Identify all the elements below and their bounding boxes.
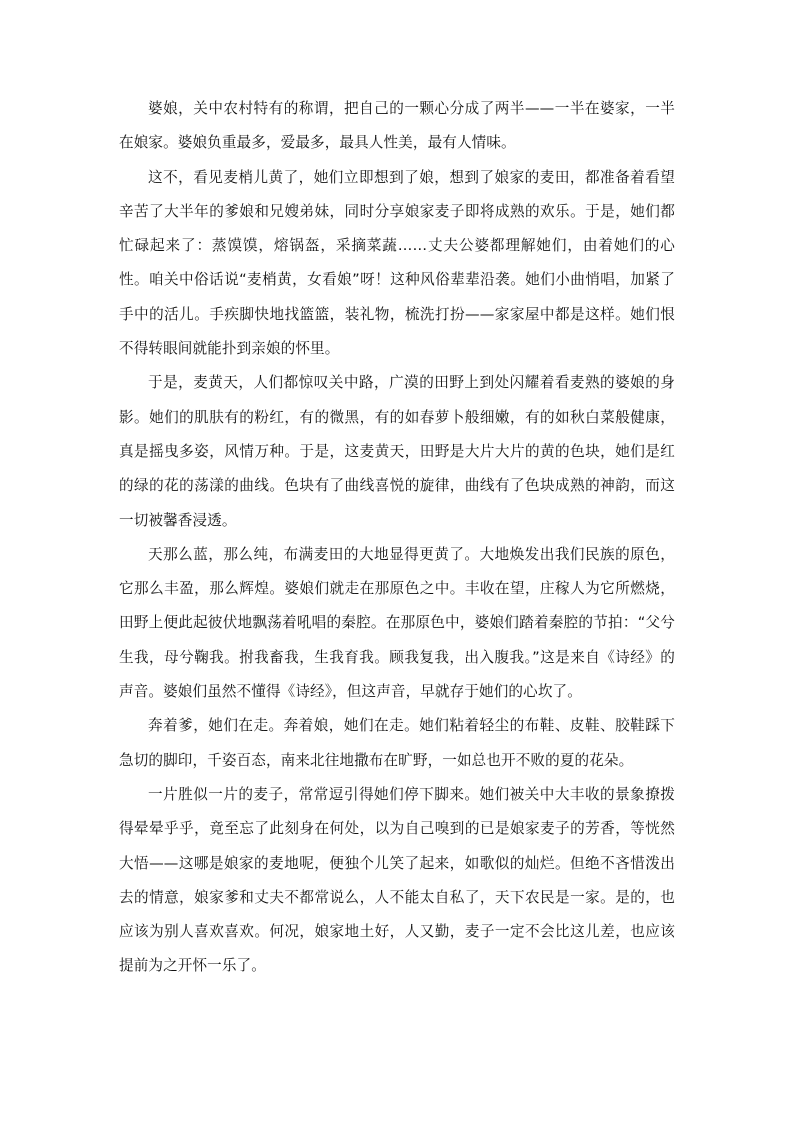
paragraph-4: 天那么蓝，那么纯，布满麦田的大地显得更黄了。大地焕发出我们民族的原色，它那么丰盈，那么辉煌。婆娘们就走在那原色之中。丰收在望，庄稼人为它所燃烧，田野上便此起彼伏地飘荡着吼唱的秦腔。在那原色中，婆娘们踏着秦腔的节拍：“父兮生我，母兮鞠我。拊我畜我，生我育我。顾我复我，出入腹我。”这是来自《诗经》的声音。婆娘们虽然不懂得《诗经》，但这声音，早就存于她们的心坎了。 — [119, 545, 675, 701]
paragraph-6: 一片胜似一片的麦子，常常逗引得她们停下脚来。她们被关中大丰收的景象撩拨得晕晕乎乎，竟至忘了此刻身在何处，以为自己嗅到的已是娘家麦子的芳香，等恍然大悟——这哪是娘家的麦地呢，便独个儿笑了起来，如歌似的灿烂。但绝不吝惜泼出去的情意，娘家爹和丈夫不都常说么，人不能太自私了，天下农民是一家。是的，也应该为别人喜欢喜欢。何况，娘家地土好，人又勤，麦子一定不会比这儿差，也应该提前为之开怀一乐了。 — [119, 785, 675, 975]
paragraph-3: 于是，麦黄天，人们都惊叹关中路，广漠的田野上到处闪耀着看麦熟的婆娘的身影。她们的肌肤有的粉红，有的微黑，有的如春萝卜般细嫩，有的如秋白菜般健康，真是摇曳多姿，风情万种。于是，这麦黄天，田野是大片大片的黄的色块，她们是红的绿的花的荡漾的曲线。色块有了曲线喜悦的旋律，曲线有了色块成熟的神韵，而这一切被馨香浸透。 — [119, 374, 675, 529]
document-body — [119, 92, 675, 984]
paragraph-2: 这不，看见麦梢儿黄了，她们立即想到了娘，想到了娘家的麦田，都准备着看望辛苦了大半年的爹娘和兄嫂弟妹，同时分享娘家麦子即将成熟的欢乐。于是，她们都忙碌起来了：蒸馍馍，熔锅盔，采摘菜蔬……丈夫公婆都理解她们，由着她们的心性。咱关中俗话说“麦梢黄，女看娘”呀！这种风俗辈辈沿袭。她们小曲悄唱，加紧了手中的活儿。手疾脚快地找篮篮，装礼物，梳洗打扮——家家屋中都是这样。她们恨不得转眼间就能扑到亲娘的怀里。 — [119, 168, 675, 358]
paragraph-5: 奔着爹，她们在走。奔着娘，她们在走。她们粘着轻尘的布鞋、皮鞋、胶鞋踩下急切的脚印，千姿百态，南来北往地撒布在旷野，一如总也开不败的夏的花朵。 — [119, 717, 675, 769]
paragraph-1: 婆娘，关中农村特有的称谓，把自己的一颗心分成了两半——一半在婆家，一半在娘家。婆娘负重最多，爱最多，最具人性美，最有人情味。 — [119, 100, 675, 152]
